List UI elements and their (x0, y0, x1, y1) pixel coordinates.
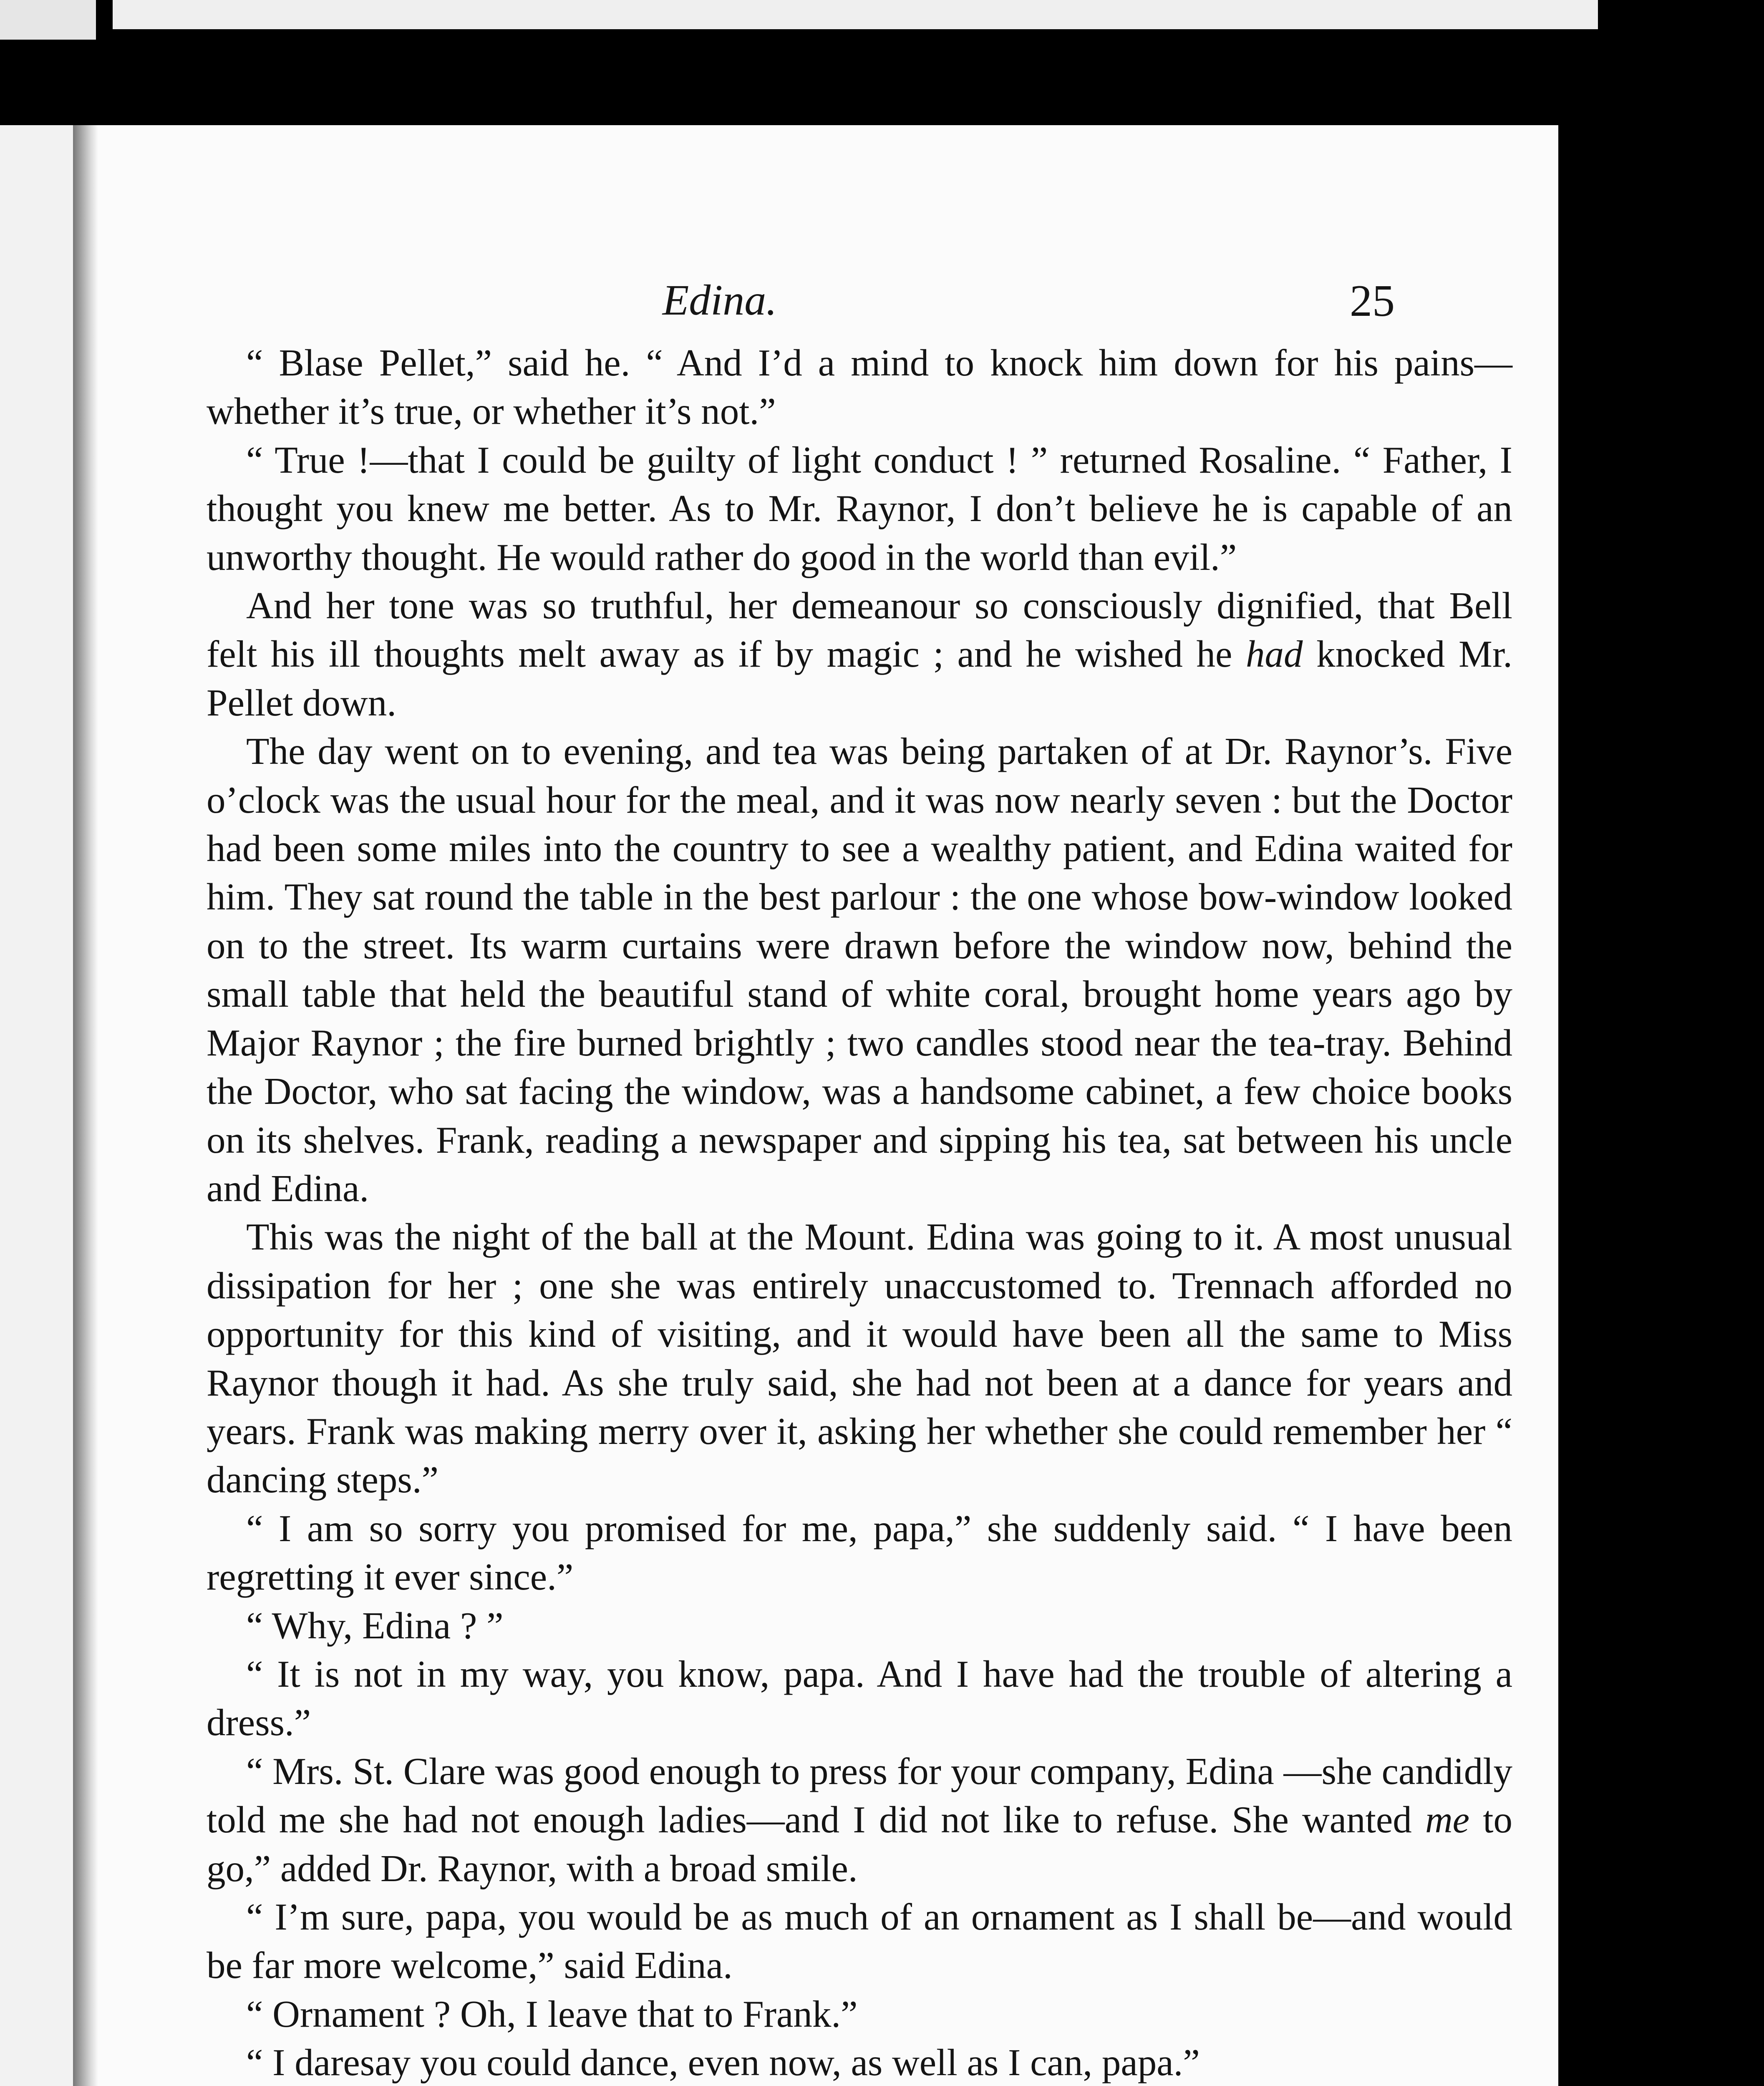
paragraph (207, 2038, 1512, 2086)
paragraph (207, 1650, 1512, 1747)
paragraph (207, 1893, 1512, 1990)
text-run: “ It is not in my way, you know, papa. And I have had the trouble of altering a dress.” (207, 1653, 1512, 1744)
paragraph (207, 1990, 1512, 2038)
gutter-shadow (73, 125, 98, 2086)
text-run: “ Mrs. St. Clare was good enough to press for your company, Edina —she candidly told me she had not enough ladies—and I did not like to refuse. She wanted (207, 1750, 1512, 1841)
text-run: “ I am so sorry you promised for me, papa,” she suddenly said. “ I have been regretting it ever since.” (207, 1507, 1512, 1598)
text-run: And her tone was so truthful, her demeanour so consciously dignified, that Bell felt his ill thoughts melt away as if by magic ; and he wished he (207, 584, 1512, 675)
paragraph (207, 1747, 1512, 1893)
text-run: “ True !—that I could be guilty of light conduct ! ” returned Rosaline. “ Father, I thought you knew me better. As to Mr. Raynor, I don’t believe he is capable of an unworthy thought. He would rather do good in the world than evil.” (207, 438, 1512, 578)
italic-text: had (1246, 633, 1303, 675)
previous-page-edge (0, 125, 73, 2086)
paragraph (207, 436, 1512, 582)
running-title: Edina. (662, 276, 777, 324)
italic-text: me (1425, 1799, 1470, 1841)
paragraph (207, 339, 1512, 436)
page-header (73, 275, 1558, 338)
text-run: “ Why, Edina ? ” (246, 1604, 504, 1647)
text-run: “ Ornament ? Oh, I leave that to Frank.” (246, 1993, 858, 2035)
paragraph (207, 727, 1512, 1213)
text-run: This was the night of the ball at the Mount. Edina was going to it. A most unusual dissipation for her ; one she was entirely unaccustomed to. Trennach afforded no opportunity for this kind of visiting, and it would have been all the same to Miss Raynor though it had. As she truly said, she had not been at a dance for years and years. Frank was making merry over it, asking her whether she could remember her “ dancing steps.” (207, 1216, 1512, 1501)
previous-sheet-top (0, 0, 96, 40)
text-run: to go,” added Dr. Raynor, with a broad smile. (207, 1799, 1512, 1889)
page-number: 25 (1350, 276, 1395, 326)
text-run: “ I daresay you could dance, even now, as well as I can, papa.” (246, 2041, 1200, 2084)
paragraph (207, 582, 1512, 727)
body-text (207, 339, 1512, 2086)
next-sheet-edge (113, 0, 1598, 29)
text-run: The day went on to evening, and tea was being partaken of at Dr. Raynor’s. Five o’clock was the usual hour for the meal, and it was now nearly seven : but the Doctor had been some miles into the country to see a wealthy patient, and Edina waited for him. They sat round the table in the best parlour : the one whose bow-window looked on to the street. Its warm curtains were drawn before the window now, behind the small table that held the beautiful stand of white coral, brought home years ago by Major Raynor ; the fire burned brightly ; two candles stood near the tea-tray. Behind the Doctor, who sat facing the window, was a handsome cabinet, a few choice books on its shelves. Frank, reading a newspaper and sipping his tea, sat between his uncle and Edina. (207, 730, 1512, 1209)
text-run: “ Blase Pellet,” said he. “ And I’d a mind to knock him down for his pains—whether it’s true, or whether it’s not.” (207, 342, 1512, 433)
book-page (73, 125, 1558, 2086)
text-run: knocked Mr. Pellet down. (207, 633, 1512, 724)
paragraph (207, 1504, 1512, 1602)
paragraph (207, 1213, 1512, 1504)
text-run: “ I’m sure, papa, you would be as much of an ornament as I shall be—and would be far more welcome,” said Edina. (207, 1896, 1512, 1987)
paragraph (207, 1602, 1512, 1650)
